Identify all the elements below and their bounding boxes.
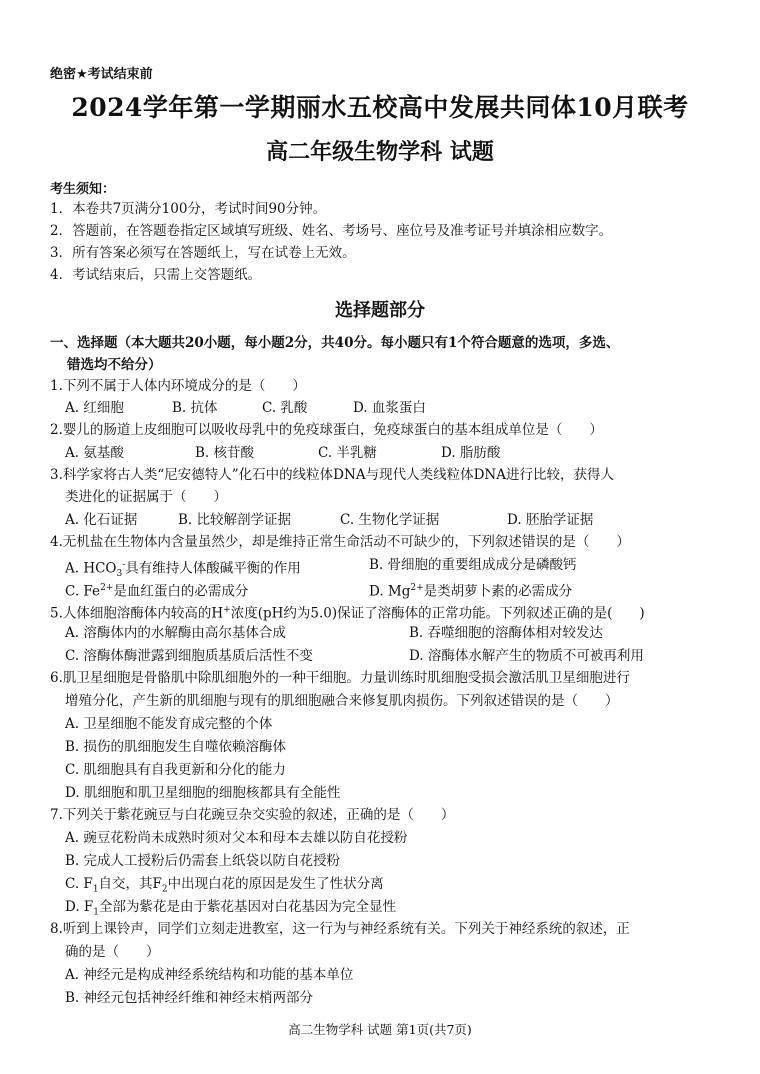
- notice-item-2: 2．答题前，在答题卷指定区域填写班级、姓名、考场号、座位号及准考证号并填涂相应数字。: [50, 223, 613, 239]
- q2-option-a: A. 氨基酸: [65, 445, 124, 461]
- q4-option-d: D. $Mg^{2+}$是类胡萝卜素的必需成分: [369, 583, 573, 600]
- q1-option-c: C. 乳酸: [262, 400, 308, 416]
- notice-heading: 考生须知：: [50, 182, 116, 197]
- section-title: 选择题部分: [335, 300, 425, 321]
- q5-option-b: B. 吞噬细胞的溶酶体相对较发达: [409, 625, 604, 641]
- q6-option-c: C. 肌细胞具有自我更新和分化的能力: [65, 762, 286, 778]
- q4-option-b: B. 骨细胞的重要组成成分是磷酸钙: [369, 557, 577, 573]
- q3-option-c: C. 生物化学证据: [340, 512, 440, 528]
- exam-subtitle: 高二年级生物学科 试题: [266, 139, 494, 165]
- q1-option-b: B. 抗体: [172, 400, 218, 416]
- q7-option-d: D. $F_1$全部为紫花是由于紫花基因对白花基因为完全显性: [65, 899, 397, 918]
- question-8-stem-line-2: 确的是（ ）: [65, 944, 160, 960]
- q8-option-a: A. 神经元是构成神经系统结构和功能的基本单位: [65, 967, 354, 983]
- q7-option-c: C. $F_1$自交，其$F_2$中出现白花的原因是发生了性状分离: [65, 876, 384, 895]
- q4-option-a: A. $HCO_3^-$具有维持人体酸碱平衡的作用: [65, 560, 301, 580]
- question-4-stem: 4.无机盐在生物体内含量虽然少，却是维持正常生命活动不可缺少的，下列叙述错误的是（ ）: [50, 534, 630, 550]
- part-header-line-2: 错选均不给分）: [67, 357, 162, 373]
- q1-option-d: D. 血浆蛋白: [353, 400, 426, 416]
- q4-option-c: C. $Fe^{2+}$是血红蛋白的必需成分: [65, 583, 249, 600]
- question-6-stem-line-2: 增殖分化，产生新的肌细胞与现有的肌细胞融合来修复肌肉损伤。下列叙述错误的是（ ）: [65, 693, 619, 709]
- q7-option-b: B. 完成人工授粉后仍需套上纸袋以防自花授粉: [65, 853, 341, 869]
- q2-option-d: D. 脂肪酸: [441, 445, 501, 461]
- question-3-stem-line-2: 类进化的证据属于（ ）: [65, 489, 227, 505]
- q5-option-d: D. 溶酶体水解产生的物质不可被再利用: [409, 648, 644, 664]
- question-5-stem: 5.人体细胞溶酶体内较高的H+浓度(pH约为5.0)保证了溶酶体的正常功能。下列叙述正确的是( ): [50, 605, 645, 622]
- question-3-stem-line-1: 3.科学家将古人类“尼安德特人”化石中的线粒体DNA与现代人类线粒体DNA进行比较，获得人: [50, 467, 614, 483]
- part-header-line-1: 一、选择题（本大题共20小题，每小题2分，共40分。每小题只有1个符合题意的选项，多选、: [50, 335, 620, 351]
- q6-option-a: A. 卫星细胞不能发育成完整的个体: [65, 716, 273, 732]
- q7-option-a: A. 豌豆花粉尚未成熟时须对父本和母本去雄以防自花授粉: [65, 830, 408, 846]
- q6-option-d: D. 肌细胞和肌卫星细胞的细胞核都具有全能性: [65, 785, 341, 801]
- q2-option-c: C. 半乳糖: [318, 445, 377, 461]
- notice-item-4: 4．考试结束后，只需上交答题纸。: [50, 267, 262, 283]
- question-8-stem-line-1: 8.听到上课铃声，同学们立刻走进教室，这一行为与神经系统有关。下列关于神经系统的叙述，正: [50, 921, 630, 937]
- notice-item-1: 1．本卷共7页满分100分，考试时间90分钟。: [50, 201, 327, 217]
- q5-option-a: A. 溶酶体内的水解酶由高尔基体合成: [65, 625, 286, 641]
- notice-item-3: 3．所有答案必须写在答题纸上，写在试卷上无效。: [50, 245, 356, 261]
- q3-option-a: A. 化石证据: [65, 512, 138, 528]
- q3-option-b: B. 比较解剖学证据: [178, 512, 292, 528]
- question-7-stem: 7.下列关于紫花豌豆与白花豌豆杂交实验的叙述，正确的是（ ）: [50, 807, 455, 823]
- q5-option-c: C. 溶酶体酶泄露到细胞质基质后活性不变: [65, 648, 313, 664]
- confidential-label: 绝密★考试结束前: [50, 67, 153, 82]
- part-header: [50, 332, 730, 376]
- question-1-stem: 1.下列不属于人体内环境成分的是（ ）: [50, 378, 306, 394]
- q1-option-a: A. 红细胞: [65, 400, 124, 416]
- page-footer: 高二生物学科 试题 第1页(共7页): [288, 1022, 472, 1037]
- q2-option-b: B. 核苷酸: [195, 445, 255, 461]
- question-6-stem-line-1: 6.肌卫星细胞是骨骼肌中除肌细胞外的一种干细胞。力量训练时肌细胞受损会激活肌卫星细胞进行: [50, 670, 630, 686]
- q3-option-d: D. 胚胎学证据: [507, 512, 594, 528]
- exam-title: 2024学年第一学期丽水五校高中发展共同体10月联考: [71, 93, 689, 122]
- q8-option-b: B. 神经元包括神经纤维和神经末梢两部分: [65, 990, 314, 1006]
- question-2-stem: 2.婴儿的肠道上皮细胞可以吸收母乳中的免疫球蛋白，免疫球蛋白的基本组成单位是（ ）: [50, 422, 603, 438]
- q6-option-b: B. 损伤的肌细胞发生自噬依赖溶酶体: [65, 739, 287, 755]
